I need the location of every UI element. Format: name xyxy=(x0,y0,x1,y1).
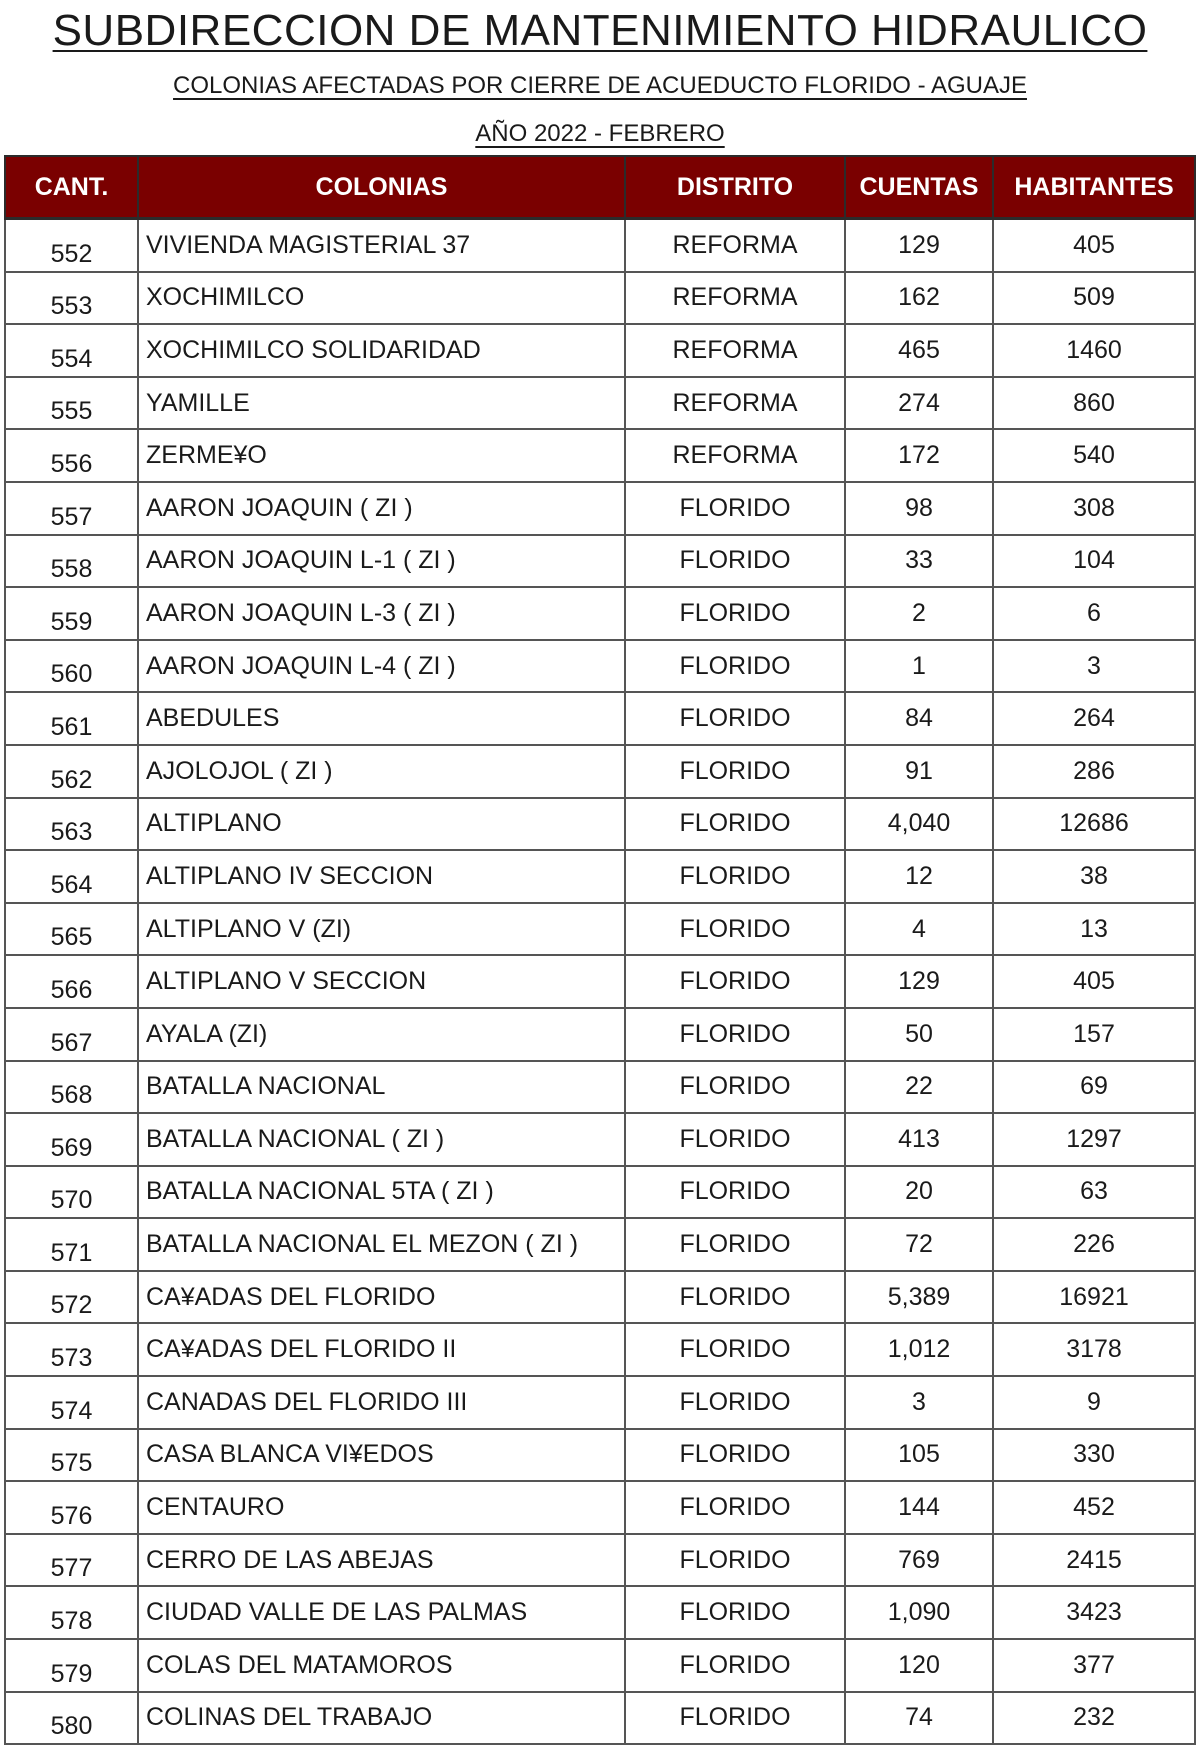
table-row xyxy=(5,324,1195,377)
distrito-cell: FLORIDO xyxy=(625,1692,845,1745)
table-body xyxy=(5,219,1195,1745)
habitantes-cell: 16921 xyxy=(993,1271,1195,1324)
habitantes-cell: 13 xyxy=(993,903,1195,956)
cant-cell: 574 xyxy=(5,1376,138,1429)
table-row xyxy=(5,1639,1195,1692)
table-row xyxy=(5,903,1195,956)
habitantes-cell: 232 xyxy=(993,1692,1195,1745)
habitantes-cell: 330 xyxy=(993,1429,1195,1482)
cuentas-cell: 1,012 xyxy=(845,1323,993,1376)
cant-cell: 572 xyxy=(5,1271,138,1324)
cant-cell: 568 xyxy=(5,1061,138,1114)
table-row xyxy=(5,535,1195,588)
colonia-cell: ALTIPLANO xyxy=(138,798,625,851)
distrito-cell: FLORIDO xyxy=(625,535,845,588)
cuentas-cell: 20 xyxy=(845,1166,993,1219)
cant-cell: 553 xyxy=(5,272,138,325)
page-subtitle xyxy=(0,71,1200,101)
colonia-cell: AARON JOAQUIN L-1 ( ZI ) xyxy=(138,535,625,588)
page-title xyxy=(0,6,1200,56)
cuentas-cell: 105 xyxy=(845,1429,993,1482)
column-header-cant: CANT. xyxy=(5,156,138,219)
distrito-cell: REFORMA xyxy=(625,324,845,377)
table-row xyxy=(5,1061,1195,1114)
colonia-cell: CA¥ADAS DEL FLORIDO II xyxy=(138,1323,625,1376)
cant-cell: 570 xyxy=(5,1166,138,1219)
distrito-cell: REFORMA xyxy=(625,429,845,482)
colonia-cell: AARON JOAQUIN L-4 ( ZI ) xyxy=(138,640,625,693)
table-row xyxy=(5,1692,1195,1745)
table-row xyxy=(5,429,1195,482)
cuentas-cell: 4,040 xyxy=(845,798,993,851)
distrito-cell: REFORMA xyxy=(625,272,845,325)
habitantes-cell: 264 xyxy=(993,692,1195,745)
cant-cell: 560 xyxy=(5,640,138,693)
table-row xyxy=(5,1008,1195,1061)
cuentas-cell: 84 xyxy=(845,692,993,745)
habitantes-cell: 860 xyxy=(993,377,1195,430)
habitantes-cell: 2415 xyxy=(993,1534,1195,1587)
cuentas-cell: 91 xyxy=(845,745,993,798)
colonia-cell: ABEDULES xyxy=(138,692,625,745)
habitantes-cell: 6 xyxy=(993,587,1195,640)
colonia-cell: ALTIPLANO V (ZI) xyxy=(138,903,625,956)
distrito-cell: FLORIDO xyxy=(625,955,845,1008)
cant-cell: 576 xyxy=(5,1481,138,1534)
colonia-cell: AJOLOJOL ( ZI ) xyxy=(138,745,625,798)
distrito-cell: FLORIDO xyxy=(625,745,845,798)
colonia-cell: ALTIPLANO V SECCION xyxy=(138,955,625,1008)
colonia-cell: VIVIENDA MAGISTERIAL 37 xyxy=(138,219,625,272)
colonia-cell: CANADAS DEL FLORIDO III xyxy=(138,1376,625,1429)
distrito-cell: FLORIDO xyxy=(625,1429,845,1482)
habitantes-cell: 12686 xyxy=(993,798,1195,851)
table-row xyxy=(5,1534,1195,1587)
cant-cell: 558 xyxy=(5,535,138,588)
cant-cell: 552 xyxy=(5,219,138,272)
cant-cell: 567 xyxy=(5,1008,138,1061)
cant-cell: 578 xyxy=(5,1586,138,1639)
colonia-cell: CENTAURO xyxy=(138,1481,625,1534)
cuentas-cell: 2 xyxy=(845,587,993,640)
habitantes-cell: 308 xyxy=(993,482,1195,535)
column-header-colonias: COLONIAS xyxy=(138,156,625,219)
colonia-cell: ZERME¥O xyxy=(138,429,625,482)
cuentas-cell: 5,389 xyxy=(845,1271,993,1324)
table-row xyxy=(5,1481,1195,1534)
cuentas-cell: 120 xyxy=(845,1639,993,1692)
habitantes-cell: 3 xyxy=(993,640,1195,693)
cant-cell: 573 xyxy=(5,1323,138,1376)
distrito-cell: FLORIDO xyxy=(625,798,845,851)
table-row xyxy=(5,482,1195,535)
cant-cell: 571 xyxy=(5,1218,138,1271)
table-row xyxy=(5,1323,1195,1376)
habitantes-cell: 286 xyxy=(993,745,1195,798)
cuentas-cell: 33 xyxy=(845,535,993,588)
distrito-cell: FLORIDO xyxy=(625,587,845,640)
table-row xyxy=(5,219,1195,272)
cant-cell: 555 xyxy=(5,377,138,430)
cant-cell: 575 xyxy=(5,1429,138,1482)
distrito-cell: REFORMA xyxy=(625,219,845,272)
colonia-cell: COLAS DEL MATAMOROS xyxy=(138,1639,625,1692)
table-row xyxy=(5,850,1195,903)
column-header-cuentas: CUENTAS xyxy=(845,156,993,219)
cuentas-cell: 769 xyxy=(845,1534,993,1587)
cant-cell: 565 xyxy=(5,903,138,956)
colonia-cell: AYALA (ZI) xyxy=(138,1008,625,1061)
table-row xyxy=(5,1586,1195,1639)
colonia-cell: AARON JOAQUIN L-3 ( ZI ) xyxy=(138,587,625,640)
cuentas-cell: 465 xyxy=(845,324,993,377)
colonia-cell: CASA BLANCA VI¥EDOS xyxy=(138,1429,625,1482)
table-row xyxy=(5,692,1195,745)
colonia-cell: XOCHIMILCO SOLIDARIDAD xyxy=(138,324,625,377)
distrito-cell: FLORIDO xyxy=(625,1639,845,1692)
column-header-distrito: DISTRITO xyxy=(625,156,845,219)
colonia-cell: BATALLA NACIONAL EL MEZON ( ZI ) xyxy=(138,1218,625,1271)
cant-cell: 562 xyxy=(5,745,138,798)
habitantes-cell: 3178 xyxy=(993,1323,1195,1376)
habitantes-cell: 405 xyxy=(993,955,1195,1008)
distrito-cell: FLORIDO xyxy=(625,482,845,535)
habitantes-cell: 1460 xyxy=(993,324,1195,377)
habitantes-cell: 69 xyxy=(993,1061,1195,1114)
habitantes-cell: 377 xyxy=(993,1639,1195,1692)
colonia-cell: YAMILLE xyxy=(138,377,625,430)
table-row xyxy=(5,377,1195,430)
table-row xyxy=(5,1429,1195,1482)
habitantes-cell: 509 xyxy=(993,272,1195,325)
colonias-table xyxy=(4,155,1196,1745)
colonia-cell: BATALLA NACIONAL 5TA ( ZI ) xyxy=(138,1166,625,1219)
habitantes-cell: 157 xyxy=(993,1008,1195,1061)
habitantes-cell: 226 xyxy=(993,1218,1195,1271)
cuentas-cell: 1 xyxy=(845,640,993,693)
period-line-text: AÑO 2022 - FEBRERO xyxy=(475,120,725,147)
table-header xyxy=(5,156,1195,219)
distrito-cell: FLORIDO xyxy=(625,1534,845,1587)
cuentas-cell: 22 xyxy=(845,1061,993,1114)
cuentas-cell: 98 xyxy=(845,482,993,535)
cant-cell: 569 xyxy=(5,1113,138,1166)
cuentas-cell: 129 xyxy=(845,219,993,272)
cuentas-cell: 50 xyxy=(845,1008,993,1061)
distrito-cell: FLORIDO xyxy=(625,1113,845,1166)
table-row xyxy=(5,640,1195,693)
colonia-cell: AARON JOAQUIN ( ZI ) xyxy=(138,482,625,535)
colonia-cell: CIUDAD VALLE DE LAS PALMAS xyxy=(138,1586,625,1639)
habitantes-cell: 540 xyxy=(993,429,1195,482)
distrito-cell: FLORIDO xyxy=(625,1218,845,1271)
table-row xyxy=(5,745,1195,798)
habitantes-cell: 3423 xyxy=(993,1586,1195,1639)
cant-cell: 554 xyxy=(5,324,138,377)
cant-cell: 579 xyxy=(5,1639,138,1692)
cant-cell: 566 xyxy=(5,955,138,1008)
colonia-cell: CA¥ADAS DEL FLORIDO xyxy=(138,1271,625,1324)
period-line xyxy=(0,119,1200,149)
distrito-cell: FLORIDO xyxy=(625,1061,845,1114)
cuentas-cell: 144 xyxy=(845,1481,993,1534)
distrito-cell: REFORMA xyxy=(625,377,845,430)
distrito-cell: FLORIDO xyxy=(625,903,845,956)
page-subtitle-text: COLONIAS AFECTADAS POR CIERRE DE ACUEDUCTO FLORIDO - AGUAJE xyxy=(173,72,1027,99)
habitantes-cell: 38 xyxy=(993,850,1195,903)
table-row xyxy=(5,1166,1195,1219)
cuentas-cell: 74 xyxy=(845,1692,993,1745)
habitantes-cell: 405 xyxy=(993,219,1195,272)
cuentas-cell: 129 xyxy=(845,955,993,1008)
colonia-cell: CERRO DE LAS ABEJAS xyxy=(138,1534,625,1587)
cuentas-cell: 4 xyxy=(845,903,993,956)
cuentas-cell: 12 xyxy=(845,850,993,903)
distrito-cell: FLORIDO xyxy=(625,640,845,693)
cuentas-cell: 274 xyxy=(845,377,993,430)
table-row xyxy=(5,798,1195,851)
distrito-cell: FLORIDO xyxy=(625,850,845,903)
table-row xyxy=(5,1218,1195,1271)
cant-cell: 556 xyxy=(5,429,138,482)
cant-cell: 577 xyxy=(5,1534,138,1587)
page-title-text: SUBDIRECCION DE MANTENIMIENTO HIDRAULICO xyxy=(52,6,1148,55)
cuentas-cell: 413 xyxy=(845,1113,993,1166)
table-row xyxy=(5,1113,1195,1166)
table-row xyxy=(5,1271,1195,1324)
habitantes-cell: 63 xyxy=(993,1166,1195,1219)
cuentas-cell: 162 xyxy=(845,272,993,325)
colonia-cell: COLINAS DEL TRABAJO xyxy=(138,1692,625,1745)
habitantes-cell: 1297 xyxy=(993,1113,1195,1166)
habitantes-cell: 9 xyxy=(993,1376,1195,1429)
column-header-habitantes: HABITANTES xyxy=(993,156,1195,219)
table-row xyxy=(5,955,1195,1008)
header-row xyxy=(5,156,1195,219)
colonia-cell: XOCHIMILCO xyxy=(138,272,625,325)
cuentas-cell: 172 xyxy=(845,429,993,482)
table-row xyxy=(5,587,1195,640)
cuentas-cell: 72 xyxy=(845,1218,993,1271)
distrito-cell: FLORIDO xyxy=(625,1481,845,1534)
distrito-cell: FLORIDO xyxy=(625,1271,845,1324)
colonia-cell: BATALLA NACIONAL ( ZI ) xyxy=(138,1113,625,1166)
table-row xyxy=(5,1376,1195,1429)
cant-cell: 564 xyxy=(5,850,138,903)
cant-cell: 580 xyxy=(5,1692,138,1745)
cant-cell: 559 xyxy=(5,587,138,640)
colonia-cell: ALTIPLANO IV SECCION xyxy=(138,850,625,903)
colonia-cell: BATALLA NACIONAL xyxy=(138,1061,625,1114)
cuentas-cell: 3 xyxy=(845,1376,993,1429)
cuentas-cell: 1,090 xyxy=(845,1586,993,1639)
cant-cell: 557 xyxy=(5,482,138,535)
habitantes-cell: 104 xyxy=(993,535,1195,588)
distrito-cell: FLORIDO xyxy=(625,1166,845,1219)
distrito-cell: FLORIDO xyxy=(625,1376,845,1429)
distrito-cell: FLORIDO xyxy=(625,1008,845,1061)
table-row xyxy=(5,272,1195,325)
cant-cell: 561 xyxy=(5,692,138,745)
habitantes-cell: 452 xyxy=(993,1481,1195,1534)
cant-cell: 563 xyxy=(5,798,138,851)
distrito-cell: FLORIDO xyxy=(625,692,845,745)
distrito-cell: FLORIDO xyxy=(625,1586,845,1639)
distrito-cell: FLORIDO xyxy=(625,1323,845,1376)
